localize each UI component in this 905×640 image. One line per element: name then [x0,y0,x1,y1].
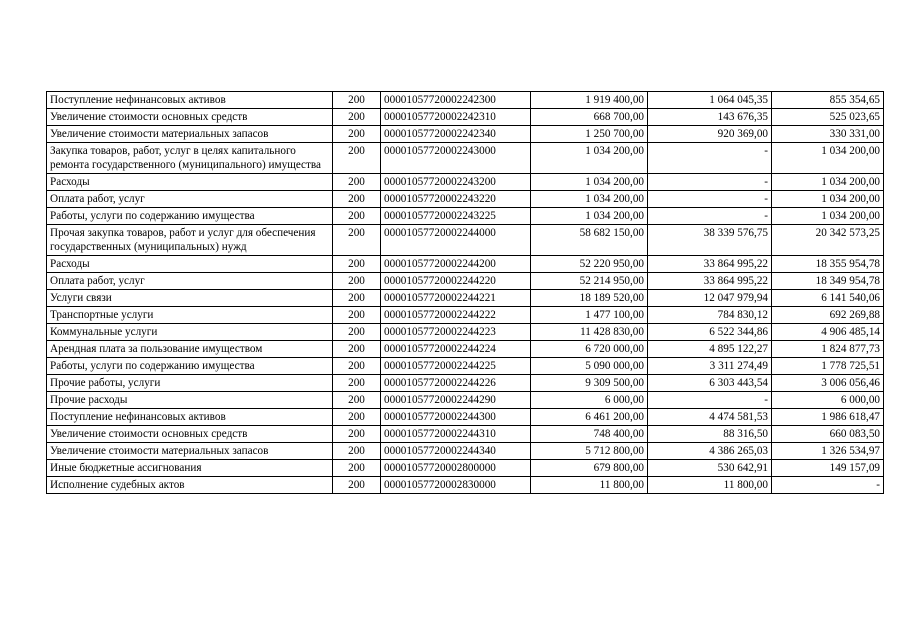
row-remaining-cell: 692 269,88 [772,307,884,324]
table-row [47,174,884,191]
row-approved-cell: 11 428 830,00 [531,324,648,341]
row-remaining-cell: 1 034 200,00 [772,174,884,191]
table-row [47,341,884,358]
row-code-cell: 200 [333,109,381,126]
row-executed-cell: 784 830,12 [648,307,772,324]
row-name-cell: Транспортные услуги [47,307,333,324]
table-row [47,191,884,208]
table-row [47,409,884,426]
row-code-cell: 200 [333,92,381,109]
row-code-cell: 200 [333,273,381,290]
row-name-cell: Работы, услуги по содержанию имущества [47,208,333,225]
row-code-cell: 200 [333,208,381,225]
row-name-cell: Услуги связи [47,290,333,307]
row-remaining-cell: 855 354,65 [772,92,884,109]
row-executed-cell: 6 522 344,86 [648,324,772,341]
row-name-cell: Расходы [47,256,333,273]
table-row [47,460,884,477]
row-code-cell: 200 [333,324,381,341]
table-row [47,92,884,109]
table-row [47,273,884,290]
row-remaining-cell: 660 083,50 [772,426,884,443]
row-name-cell: Прочие работы, услуги [47,375,333,392]
row-remaining-cell: 6 000,00 [772,392,884,409]
row-name-cell: Арендная плата за пользование имуществом [47,341,333,358]
row-remaining-cell: 1 778 725,51 [772,358,884,375]
row-remaining-cell: 1 824 877,73 [772,341,884,358]
row-kbk-cell: 00001057720002243200 [381,174,531,191]
row-code-cell: 200 [333,375,381,392]
row-code-cell: 200 [333,290,381,307]
row-approved-cell: 1 034 200,00 [531,143,648,174]
row-executed-cell: 88 316,50 [648,426,772,443]
row-kbk-cell: 00001057720002243000 [381,143,531,174]
row-kbk-cell: 00001057720002244340 [381,443,531,460]
row-remaining-cell: 1 034 200,00 [772,208,884,225]
row-executed-cell: 4 895 122,27 [648,341,772,358]
row-kbk-cell: 00001057720002244223 [381,324,531,341]
row-code-cell: 200 [333,477,381,494]
table-row [47,290,884,307]
row-name-cell: Поступление нефинансовых активов [47,92,333,109]
row-name-cell: Увеличение стоимости материальных запасов [47,126,333,143]
row-executed-cell: - [648,392,772,409]
row-code-cell: 200 [333,191,381,208]
row-kbk-cell: 00001057720002244224 [381,341,531,358]
row-kbk-cell: 00001057720002244220 [381,273,531,290]
row-remaining-cell: 1 326 534,97 [772,443,884,460]
table-row [47,426,884,443]
row-approved-cell: 1 034 200,00 [531,174,648,191]
row-executed-cell: - [648,191,772,208]
row-remaining-cell: 18 349 954,78 [772,273,884,290]
row-code-cell: 200 [333,174,381,191]
row-approved-cell: 6 720 000,00 [531,341,648,358]
row-code-cell: 200 [333,409,381,426]
row-code-cell: 200 [333,392,381,409]
row-approved-cell: 11 800,00 [531,477,648,494]
row-executed-cell: 33 864 995,22 [648,273,772,290]
row-code-cell: 200 [333,443,381,460]
row-approved-cell: 6 461 200,00 [531,409,648,426]
row-name-cell: Закупка товаров, работ, услуг в целях капитального ремонта государственного (муниципального) имущества [47,143,333,174]
row-approved-cell: 679 800,00 [531,460,648,477]
table-row [47,324,884,341]
table-row [47,143,884,174]
table-row [47,126,884,143]
row-kbk-cell: 00001057720002244221 [381,290,531,307]
row-approved-cell: 748 400,00 [531,426,648,443]
row-kbk-cell: 00001057720002830000 [381,477,531,494]
row-name-cell: Коммунальные услуги [47,324,333,341]
row-name-cell: Увеличение стоимости основных средств [47,426,333,443]
row-remaining-cell: 149 157,09 [772,460,884,477]
row-remaining-cell: 330 331,00 [772,126,884,143]
row-remaining-cell: 1 034 200,00 [772,143,884,174]
row-approved-cell: 5 712 800,00 [531,443,648,460]
row-approved-cell: 6 000,00 [531,392,648,409]
row-executed-cell: 1 064 045,35 [648,92,772,109]
row-approved-cell: 52 220 950,00 [531,256,648,273]
row-name-cell: Работы, услуги по содержанию имущества [47,358,333,375]
row-kbk-cell: 00001057720002244222 [381,307,531,324]
table-row [47,225,884,256]
row-executed-cell: - [648,174,772,191]
row-kbk-cell: 00001057720002242310 [381,109,531,126]
row-remaining-cell: 1 034 200,00 [772,191,884,208]
row-code-cell: 200 [333,426,381,443]
row-kbk-cell: 00001057720002243220 [381,191,531,208]
row-code-cell: 200 [333,225,381,256]
table-row [47,307,884,324]
budget-execution-table [46,91,884,494]
row-name-cell: Прочая закупка товаров, работ и услуг для обеспечения государственных (муниципальных) нужд [47,225,333,256]
row-remaining-cell: 20 342 573,25 [772,225,884,256]
row-remaining-cell: 3 006 056,46 [772,375,884,392]
row-executed-cell: 4 474 581,53 [648,409,772,426]
row-name-cell: Увеличение стоимости материальных запасов [47,443,333,460]
row-name-cell: Оплата работ, услуг [47,191,333,208]
row-executed-cell: 6 303 443,54 [648,375,772,392]
row-code-cell: 200 [333,307,381,324]
row-name-cell: Оплата работ, услуг [47,273,333,290]
row-executed-cell: 33 864 995,22 [648,256,772,273]
row-kbk-cell: 00001057720002244200 [381,256,531,273]
row-kbk-cell: 00001057720002242300 [381,92,531,109]
row-code-cell: 200 [333,460,381,477]
row-executed-cell: - [648,143,772,174]
row-kbk-cell: 00001057720002244310 [381,426,531,443]
row-code-cell: 200 [333,143,381,174]
budget-document-page [46,91,883,494]
row-executed-cell: 12 047 979,94 [648,290,772,307]
row-executed-cell: 38 339 576,75 [648,225,772,256]
row-code-cell: 200 [333,256,381,273]
row-kbk-cell: 00001057720002243225 [381,208,531,225]
row-kbk-cell: 00001057720002800000 [381,460,531,477]
row-approved-cell: 58 682 150,00 [531,225,648,256]
row-approved-cell: 18 189 520,00 [531,290,648,307]
row-code-cell: 200 [333,126,381,143]
row-name-cell: Поступление нефинансовых активов [47,409,333,426]
row-name-cell: Расходы [47,174,333,191]
row-name-cell: Иные бюджетные ассигнования [47,460,333,477]
row-code-cell: 200 [333,358,381,375]
table-row [47,392,884,409]
row-approved-cell: 1 477 100,00 [531,307,648,324]
row-approved-cell: 1 034 200,00 [531,208,648,225]
table-row [47,375,884,392]
row-kbk-cell: 00001057720002244226 [381,375,531,392]
row-kbk-cell: 00001057720002244300 [381,409,531,426]
row-executed-cell: 143 676,35 [648,109,772,126]
row-remaining-cell: 6 141 540,06 [772,290,884,307]
row-approved-cell: 5 090 000,00 [531,358,648,375]
table-row [47,208,884,225]
row-kbk-cell: 00001057720002242340 [381,126,531,143]
row-executed-cell: 920 369,00 [648,126,772,143]
row-remaining-cell: 4 906 485,14 [772,324,884,341]
row-remaining-cell: 525 023,65 [772,109,884,126]
row-approved-cell: 668 700,00 [531,109,648,126]
row-executed-cell: - [648,208,772,225]
row-executed-cell: 3 311 274,49 [648,358,772,375]
row-name-cell: Прочие расходы [47,392,333,409]
table-row [47,477,884,494]
table-row [47,443,884,460]
table-row [47,109,884,126]
table-row [47,256,884,273]
row-approved-cell: 1 250 700,00 [531,126,648,143]
row-executed-cell: 530 642,91 [648,460,772,477]
row-name-cell: Увеличение стоимости основных средств [47,109,333,126]
row-remaining-cell: 18 355 954,78 [772,256,884,273]
row-executed-cell: 11 800,00 [648,477,772,494]
row-approved-cell: 1 919 400,00 [531,92,648,109]
row-kbk-cell: 00001057720002244290 [381,392,531,409]
row-approved-cell: 1 034 200,00 [531,191,648,208]
row-kbk-cell: 00001057720002244000 [381,225,531,256]
row-code-cell: 200 [333,341,381,358]
row-kbk-cell: 00001057720002244225 [381,358,531,375]
row-executed-cell: 4 386 265,03 [648,443,772,460]
table-body [47,92,884,494]
row-remaining-cell: - [772,477,884,494]
row-approved-cell: 52 214 950,00 [531,273,648,290]
row-remaining-cell: 1 986 618,47 [772,409,884,426]
row-name-cell: Исполнение судебных актов [47,477,333,494]
table-row [47,358,884,375]
row-approved-cell: 9 309 500,00 [531,375,648,392]
